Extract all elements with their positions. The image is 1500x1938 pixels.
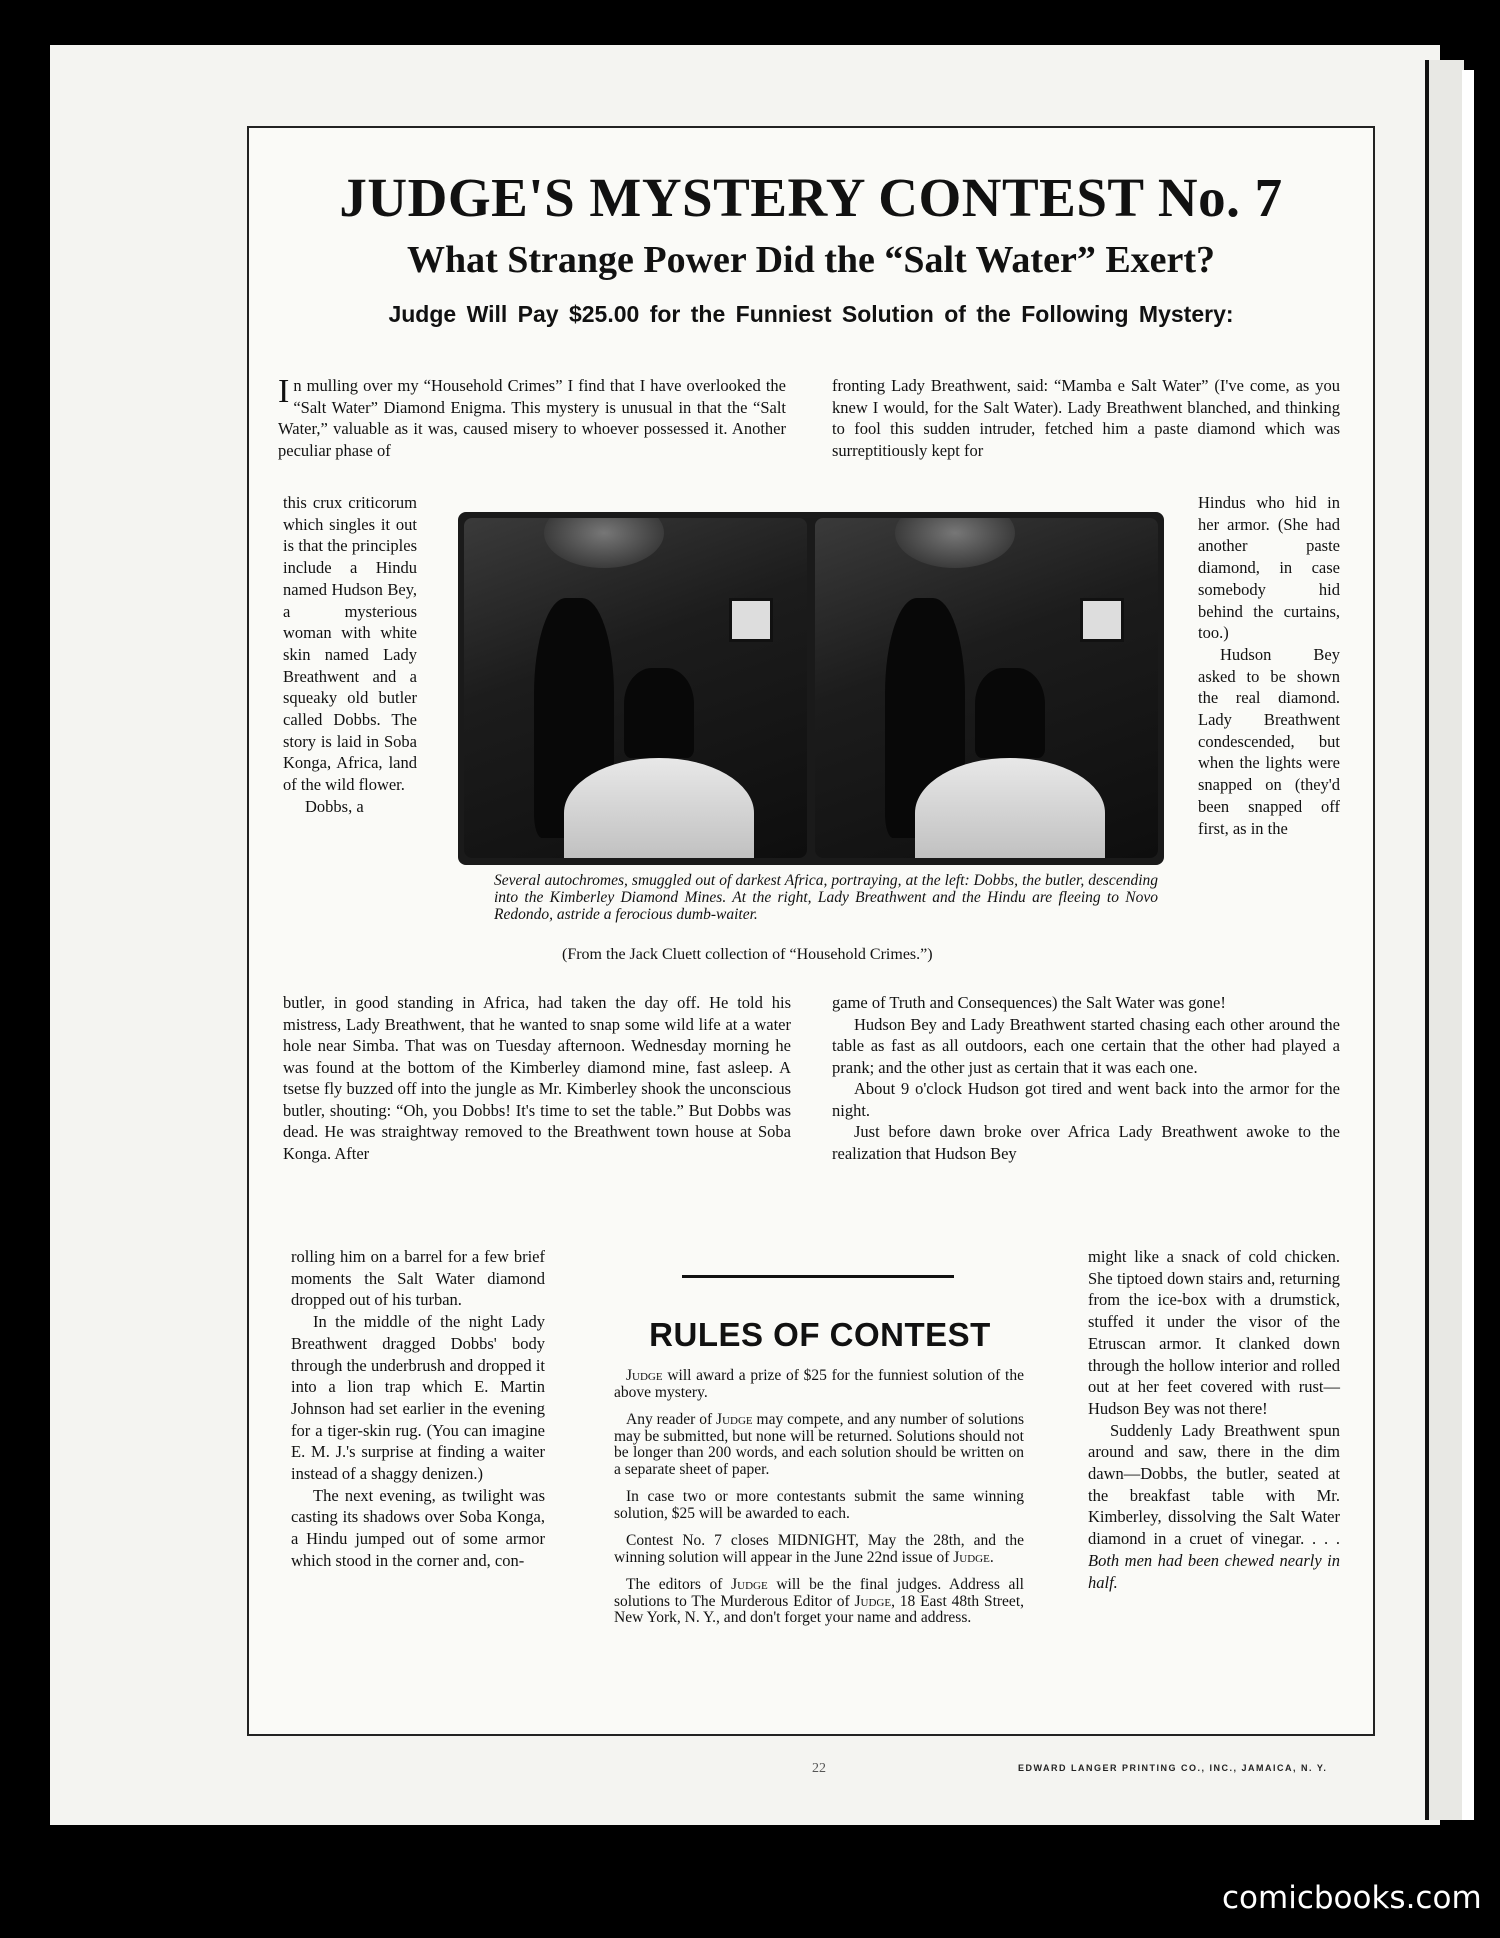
prize-offer: Judge Will Pay $25.00 for the Funniest Solution of the Following Mystery: [388, 301, 1234, 327]
page-number: 22 [812, 1761, 826, 1776]
headline: JUDGE'S MYSTERY CONTEST No. 7 [339, 167, 1283, 228]
story-col1-low: rolling him on a barrel for a few brief moments the Salt Water diamond dropped out of his turban. In the middle of the night Lady Breathwent dragged Dobbs' body through the underbrush and dropped it into a lion trap which E. Martin Johnson had set earlier in the evening for a tiger-skin rug. (You can imagine E. M. J.'s surprise at finding a waiter instead of a shaggy denizen.) The next evening, as twilight was casting its shadows over Soba Konga, a Hindu jumped out of some armor which stood in the corner and, con- [291, 1247, 545, 1570]
rules-title: RULES OF CONTEST [649, 1316, 991, 1353]
story-col2-low: might like a snack of cold chicken. She tiptoed down stairs and, returning from the ice-box with a drumstick, stuffed it under the visor of the Etruscan armor. It clanked down through the hollow interior and rolled out at her feet covered with rust—Hudson Bey was not there! Suddenly Lady Breathwent spun around and saw, there in the dim dawn—Dobbs, the butler, seated at the breakfast table with Mr. Kimberley, dissolving the Salt Water diamond in a cruet of vinegar. . . . Both men had been chewed nearly in half. [1088, 1247, 1340, 1592]
story-col1-intro: In mulling over my “Household Crimes” I find that I have overlooked the “Salt Water” Diamond Enigma. This mystery is unusual in that the “Salt Water,” valuable as it was, caused misery to whoever possessed it. Another peculiar phase of [278, 373, 786, 460]
story-col1-narrow: this crux criticorum which singles it out is that the principles include a Hindu named Hudson Bey, a mysterious woman with white skin named Lady Breathwent and a squeaky old butler called Dobbs. The story is laid in Soba Konga, Africa, land of the wild flower. Dobbs, a [283, 493, 417, 816]
rules-body: Judge will award a prize of $25 for the funniest solution of the above mystery. Any reader of Judge may compete, and any number of solutions may be submitted, but none will be returned. Solutions should not be longer than 200 words, and each solution should be written on a separate sheet of paper. In case two or more contestants submit the same winning solution, $25 will be awarded to each. Contest No. 7 closes MIDNIGHT, May the 28th, and the winning solution will appear in the June 22nd issue of Judge. The editors of Judge will be the final judges. Address all solutions to The Murderous Editor of Judge, 18 East 48th Street, New York, N. Y., and don't forget your name and address. [614, 1367, 1024, 1626]
page-gutter [1425, 60, 1464, 1820]
photo-caption: Several autochromes, smuggled out of darkest Africa, portraying, at the left: Dobbs, the butler, descending into the Kimberley Diamond Mines. At the right, Lady Breathwent and the Hindu are fleeing to Novo Redondo, astride a ferocious dumb-waiter. [494, 872, 1158, 923]
story-col2-intro: fronting Lady Breathwent, said: “Mamba e Salt Water” (I've come, as you knew I would, for the Salt Water). Lady Breathwent blanched, and thinking to fool this sudden intruder, fetched him a paste diamond which was surreptitiously kept for [832, 376, 1340, 460]
site-watermark: comicbooks.com [1222, 1880, 1482, 1916]
chandelier [544, 518, 664, 568]
hindu-figure [624, 668, 694, 758]
photo-left-half [464, 518, 807, 858]
hindu-figure [975, 668, 1045, 758]
dining-table [915, 758, 1105, 858]
wall-frame [729, 598, 773, 642]
dining-table [564, 758, 754, 858]
drop-cap: I [278, 373, 290, 410]
story-col1-mid: butler, in good standing in Africa, had taken the day off. He told his mistress, Lady Breathwent, that he wanted to snap some wild life at a water hole near Simba. That was on Tuesday afternoon. Wednesday morning he was found at the bottom of the Kimberley diamond mine, fast asleep. A tsetse fly buzzed off into the jungle as Mr. Kimberley shook the unconscious butler, shouting: “Oh, you Dobbs! It's time to set the table.” But Dobbs was dead. He was straightway removed to the Breathwent town house at Soba Konga. After [283, 993, 791, 1163]
next-page-edge [1462, 70, 1474, 1820]
wall-frame [1080, 598, 1124, 642]
divider-rule [682, 1275, 954, 1278]
photo-credit: (From the Jack Cluett collection of “Household Crimes.”) [562, 946, 933, 963]
photo-right-half [815, 518, 1158, 858]
story-col2-mid: game of Truth and Consequences) the Salt Water was gone! Hudson Bey and Lady Breathwent started chasing each other around the table as fast as all outdoors, each one certain that the other had played a prank; and the other just as certain that it was each one. About 9 o'clock Hudson got tired and went back into the armor for the night. Just before dawn broke over Africa Lady Breathwent awoke to the realization that Hudson Bey [832, 993, 1340, 1163]
printer-credit: EDWARD LANGER PRINTING CO., INC., JAMAICA, N. Y. [1018, 1763, 1328, 1773]
story-col2-narrow: Hindus who hid in her armor. (She had another paste diamond, in case somebody hid behind the curtains, too.) Hudson Bey asked to be shown the real diamond. Lady Breathwent condescended, but when the lights were snapped on (they'd been snapped off first, as in the [1198, 493, 1340, 838]
subheadline: What Strange Power Did the “Salt Water” Exert? [406, 239, 1216, 281]
chandelier [895, 518, 1015, 568]
stereograph-photo [458, 512, 1164, 865]
